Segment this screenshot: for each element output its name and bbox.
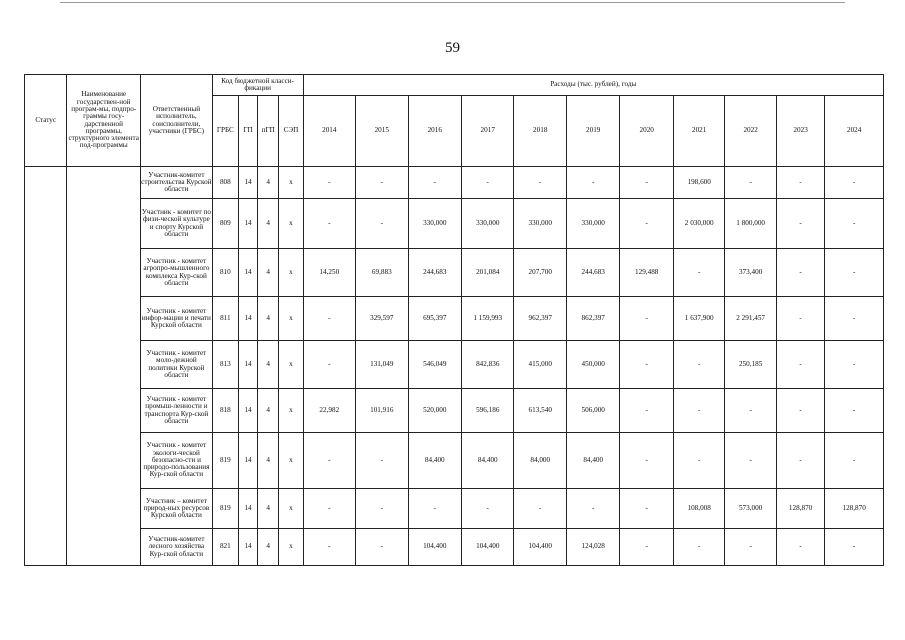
expense-cell: - — [408, 167, 461, 199]
header-year: 2017 — [462, 96, 514, 167]
expense-cell: 695,397 — [408, 297, 461, 341]
pgp-cell: 4 — [258, 389, 279, 433]
sep-cell: х — [279, 167, 303, 199]
expense-cell: 330,000 — [408, 199, 461, 249]
gp-cell: 14 — [238, 297, 257, 341]
gp-cell: 14 — [238, 489, 257, 529]
gp-cell: 14 — [238, 433, 257, 489]
participant-cell: Участник – комитет природ-ных ресурсов Курской области — [141, 489, 213, 529]
expense-cell: - — [356, 433, 408, 489]
expense-cell: 244,683 — [566, 249, 619, 297]
expense-cell: 84,400 — [408, 433, 461, 489]
expense-cell: 129,488 — [620, 249, 673, 297]
grbs-cell: 808 — [212, 167, 238, 199]
participant-cell: Участник - комитет промыш-ленности и транспорта Кур-ской области — [141, 389, 213, 433]
pgp-cell: 4 — [258, 249, 279, 297]
expense-cell: - — [825, 433, 884, 489]
pgp-cell: 4 — [258, 199, 279, 249]
expense-cell: 373,400 — [725, 249, 776, 297]
participant-cell: Участник-комитет строительства Курской области — [141, 167, 213, 199]
sep-cell: х — [279, 341, 303, 389]
expense-cell: 1 800,000 — [725, 199, 776, 249]
expense-cell: - — [462, 167, 514, 199]
expense-cell: - — [356, 167, 408, 199]
expense-cell: 506,000 — [566, 389, 619, 433]
expense-cell: - — [776, 297, 824, 341]
grbs-cell: 809 — [212, 199, 238, 249]
table-row — [25, 389, 884, 433]
expense-cell: - — [776, 167, 824, 199]
pgp-cell: 4 — [258, 167, 279, 199]
expense-cell: - — [725, 167, 776, 199]
gp-cell: 14 — [238, 199, 257, 249]
table-row — [25, 341, 884, 389]
expense-cell: 862,397 — [566, 297, 619, 341]
header-grbs: ГРБС — [212, 96, 238, 167]
expense-cell: - — [620, 489, 673, 529]
header-year: 2018 — [514, 96, 566, 167]
expense-cell: 108,008 — [673, 489, 724, 529]
header-year: 2024 — [825, 96, 884, 167]
table-row — [25, 167, 884, 199]
expense-cell: - — [825, 167, 884, 199]
header-expenses: Расходы (тыс. рублей), годы — [303, 75, 883, 96]
gp-cell: 14 — [238, 529, 257, 566]
header-year: 2016 — [408, 96, 461, 167]
expense-cell: 450,000 — [566, 341, 619, 389]
expense-cell: 2 030,000 — [673, 199, 724, 249]
expense-cell: 104,400 — [408, 529, 461, 566]
expense-cell: - — [620, 389, 673, 433]
expense-cell: - — [825, 249, 884, 297]
sep-cell: х — [279, 433, 303, 489]
participant-cell: Участник - комитет инфор-мации и печати Курской области — [141, 297, 213, 341]
expense-cell: 124,028 — [566, 529, 619, 566]
grbs-cell: 811 — [212, 297, 238, 341]
expense-cell: - — [620, 529, 673, 566]
expense-cell: 198,600 — [673, 167, 724, 199]
sep-cell: х — [279, 249, 303, 297]
header-executor: Ответственный исполнитель, соисполнители, участники (ГРБС) — [141, 75, 213, 167]
expense-cell: 104,400 — [514, 529, 566, 566]
expense-cell: - — [566, 489, 619, 529]
table-row — [25, 249, 884, 297]
status-cell — [25, 167, 67, 566]
page-number: 59 — [445, 40, 460, 56]
grbs-cell: 810 — [212, 249, 238, 297]
grbs-cell: 819 — [212, 433, 238, 489]
expense-cell: 962,397 — [514, 297, 566, 341]
expense-cell: - — [303, 167, 355, 199]
expense-cell: - — [825, 529, 884, 566]
expense-cell: 1 159,993 — [462, 297, 514, 341]
expense-cell: 101,916 — [356, 389, 408, 433]
expense-cell: 128,870 — [776, 489, 824, 529]
grbs-cell: 821 — [212, 529, 238, 566]
sep-cell: х — [279, 199, 303, 249]
expense-cell: 329,597 — [356, 297, 408, 341]
expense-cell: - — [825, 341, 884, 389]
expense-cell: 546,049 — [408, 341, 461, 389]
expense-cell: 520,000 — [408, 389, 461, 433]
expense-cell: - — [673, 249, 724, 297]
gp-cell: 14 — [238, 249, 257, 297]
expense-cell: - — [356, 529, 408, 566]
expense-cell: 201,084 — [462, 249, 514, 297]
expense-cell: 330,000 — [566, 199, 619, 249]
participant-cell: Участник - комитет экологи-ческой безопасно-сти и природо-пользования Кур-ской области — [141, 433, 213, 489]
pgp-cell: 4 — [258, 297, 279, 341]
expense-cell: - — [620, 433, 673, 489]
top-rule — [60, 2, 845, 3]
expense-cell: - — [303, 433, 355, 489]
expense-cell: - — [303, 529, 355, 566]
expense-cell: - — [303, 341, 355, 389]
expense-cell: - — [673, 389, 724, 433]
pgp-cell: 4 — [258, 489, 279, 529]
expense-cell: 330,000 — [514, 199, 566, 249]
sep-cell: х — [279, 489, 303, 529]
expense-cell: 573,000 — [725, 489, 776, 529]
expense-cell: 330,000 — [462, 199, 514, 249]
expense-cell: - — [356, 489, 408, 529]
expense-cell: 250,185 — [725, 341, 776, 389]
expense-cell: 207,700 — [514, 249, 566, 297]
expense-cell: - — [514, 167, 566, 199]
header-budget-code: Код бюджетной класси-фикации — [212, 75, 303, 96]
expense-cell: - — [776, 529, 824, 566]
expense-cell: 22,982 — [303, 389, 355, 433]
participant-cell: Участник - комитет по физи-ческой культуре и спорту Курской области — [141, 199, 213, 249]
table-row — [25, 529, 884, 566]
expense-cell: - — [725, 433, 776, 489]
header-year: 2019 — [566, 96, 619, 167]
header-sep: СЭП — [279, 96, 303, 167]
expense-cell: - — [514, 489, 566, 529]
expense-cell: 1 637,900 — [673, 297, 724, 341]
gp-cell: 14 — [238, 341, 257, 389]
expense-cell: 131,049 — [356, 341, 408, 389]
expense-cell: 128,870 — [825, 489, 884, 529]
expense-cell: - — [825, 297, 884, 341]
expense-cell: - — [776, 249, 824, 297]
participant-cell: Участник-комитет лесного хозяйства Кур-ской области — [141, 529, 213, 566]
expense-cell: - — [303, 199, 355, 249]
header-year: 2015 — [356, 96, 408, 167]
gp-cell: 14 — [238, 167, 257, 199]
header-year: 2022 — [725, 96, 776, 167]
expense-cell: - — [408, 489, 461, 529]
expense-cell: 613,540 — [514, 389, 566, 433]
pgp-cell: 4 — [258, 529, 279, 566]
expense-cell: - — [620, 341, 673, 389]
expense-cell: 244,683 — [408, 249, 461, 297]
expense-cell: - — [776, 199, 824, 249]
expense-cell: - — [725, 389, 776, 433]
participant-cell: Участник - комитет моло-дежной политики Курской области — [141, 341, 213, 389]
header-pgp: пГП — [258, 96, 279, 167]
expense-cell: 69,883 — [356, 249, 408, 297]
sep-cell: х — [279, 297, 303, 341]
pgp-cell: 4 — [258, 341, 279, 389]
grbs-cell: 819 — [212, 489, 238, 529]
expense-cell: - — [303, 489, 355, 529]
header-program-name: Наименование государствен-ной програм-мы, подпро-граммы госу-дарственной программы, структурного элемента под-программы — [67, 75, 141, 167]
expense-cell: 84,000 — [514, 433, 566, 489]
expense-cell: - — [566, 167, 619, 199]
expense-cell: - — [356, 199, 408, 249]
header-year: 2021 — [673, 96, 724, 167]
expense-cell: 596,186 — [462, 389, 514, 433]
table-row — [25, 199, 884, 249]
expense-cell: 415,000 — [514, 341, 566, 389]
expense-cell: - — [620, 167, 673, 199]
sep-cell: х — [279, 529, 303, 566]
program-name-cell — [67, 167, 141, 566]
expense-cell: 84,400 — [566, 433, 619, 489]
header-year: 2023 — [776, 96, 824, 167]
table-row — [25, 489, 884, 529]
expense-cell: - — [725, 529, 776, 566]
expense-cell: - — [776, 433, 824, 489]
table-row — [25, 433, 884, 489]
header-year: 2020 — [620, 96, 673, 167]
expense-cell: - — [673, 433, 724, 489]
participant-cell: Участник - комитет агропро-мышленного комплекса Кур-ской области — [141, 249, 213, 297]
expense-cell: 14,250 — [303, 249, 355, 297]
header-status: Статус — [25, 75, 67, 167]
expense-cell: - — [825, 199, 884, 249]
table-row — [25, 297, 884, 341]
header-gp: ГП — [238, 96, 257, 167]
header-year: 2014 — [303, 96, 355, 167]
pgp-cell: 4 — [258, 433, 279, 489]
expense-cell: - — [776, 389, 824, 433]
expense-cell: - — [303, 297, 355, 341]
expense-cell: - — [620, 199, 673, 249]
grbs-cell: 813 — [212, 341, 238, 389]
expense-cell: - — [673, 529, 724, 566]
expense-cell: - — [462, 489, 514, 529]
grbs-cell: 818 — [212, 389, 238, 433]
expense-cell: - — [825, 389, 884, 433]
sep-cell: х — [279, 389, 303, 433]
expenses-table — [24, 74, 884, 566]
expense-cell: 2 291,457 — [725, 297, 776, 341]
expense-cell: - — [673, 341, 724, 389]
expense-cell: - — [776, 341, 824, 389]
expense-cell: 842,836 — [462, 341, 514, 389]
expense-cell: - — [620, 297, 673, 341]
expense-cell: 104,400 — [462, 529, 514, 566]
gp-cell: 14 — [238, 389, 257, 433]
table-body — [25, 167, 884, 566]
expense-cell: 84,400 — [462, 433, 514, 489]
